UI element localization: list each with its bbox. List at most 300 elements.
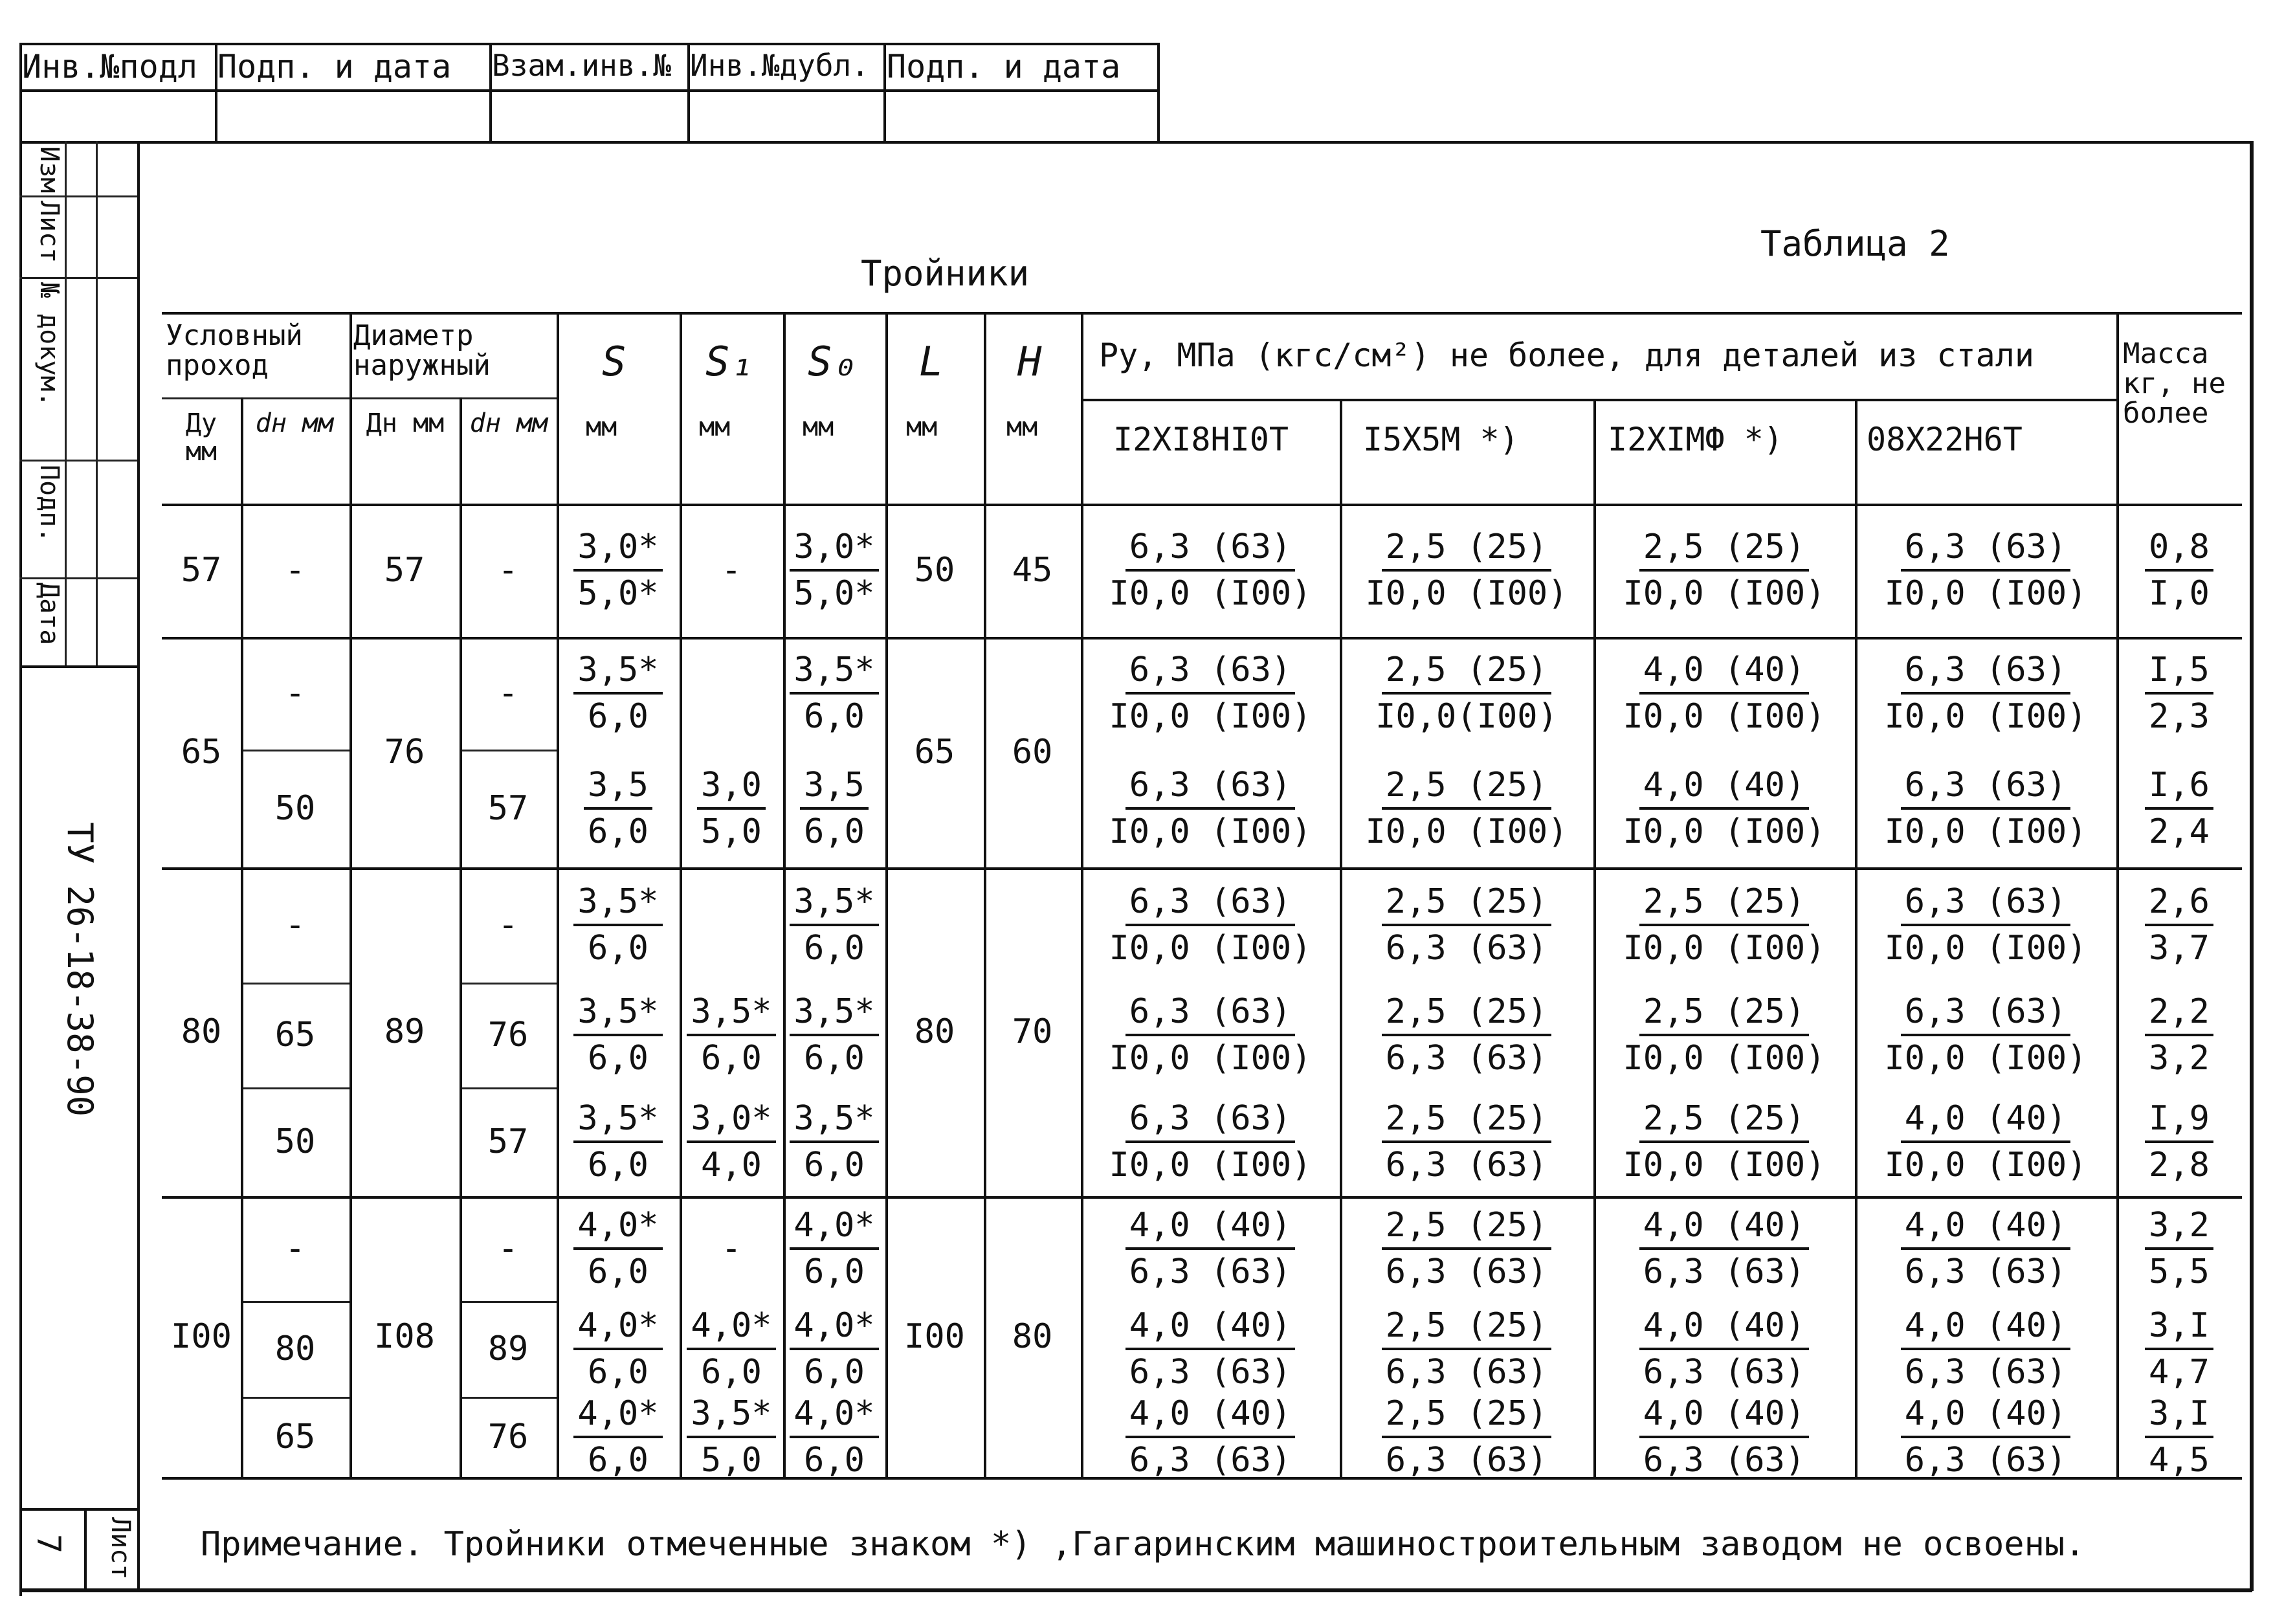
S1-cell-value: - [721, 551, 742, 590]
du-cell [162, 867, 241, 1196]
stamp-inv-podl: Инв.№подл [22, 48, 197, 85]
dn-cell-value: - [285, 551, 305, 590]
m-cell-numerator: 3,2 [2145, 1208, 2213, 1250]
p4-cell-denominator: I0,0 (I00) [1884, 929, 2087, 968]
du-cell-value: 57 [181, 551, 222, 590]
side-label-list: Лист [34, 201, 64, 263]
p3-cell-numerator: 4,0 (40) [1639, 1309, 1809, 1350]
L-cell-value: 65 [914, 733, 955, 772]
p2-cell [1340, 504, 1593, 637]
dn-cell-value: 65 [274, 1418, 316, 1456]
p1-cell-numerator: 4,0 (40) [1125, 1397, 1295, 1438]
L-cell [885, 637, 984, 867]
p2-cell [1340, 637, 1593, 750]
m-cell-numerator: I,9 [2145, 1102, 2213, 1143]
doc-code: ТУ 26-18-38-90 [60, 822, 100, 1117]
m-cell [2116, 1394, 2242, 1480]
S1-cell-numerator: 3,0 [697, 768, 766, 810]
p3-cell-denominator: I0,0 (I00) [1623, 1146, 1826, 1185]
S1-cell [680, 1394, 783, 1480]
p2-cell-denominator: 6,3 (63) [1385, 1441, 1548, 1480]
m-cell [2116, 1301, 2242, 1397]
dn-cell [241, 983, 349, 1087]
p4-cell [1855, 504, 2116, 637]
p2-cell-numerator: 2,5 (25) [1382, 530, 1551, 572]
dn-outer-cell [460, 1301, 557, 1397]
p4-cell-denominator: I0,0 (I00) [1884, 812, 2087, 851]
p1-cell [1081, 637, 1340, 750]
header-outer-diameter: Диаметр наружный [353, 319, 491, 383]
p3-cell-numerator: 2,5 (25) [1639, 885, 1809, 926]
p1-cell-numerator: 6,3 (63) [1125, 995, 1295, 1036]
S-cell [557, 1301, 680, 1397]
p3-cell-numerator: 4,0 (40) [1639, 768, 1809, 810]
S-cell-numerator: 3,0* [573, 530, 662, 572]
side-label-dokum: № докум. [34, 282, 64, 407]
p1-cell [1081, 1196, 1340, 1301]
side-label-podp: Подп. [34, 465, 64, 543]
S1-cell [680, 750, 783, 867]
p4-cell-numerator: 6,3 (63) [1901, 768, 2070, 810]
S0-cell-denominator: 6,0 [804, 1353, 865, 1392]
Dn-cell-value: 89 [384, 1012, 425, 1051]
side-label-izm: Изм [34, 146, 64, 194]
sheet-number: 7 [30, 1534, 67, 1554]
du-cell [162, 1196, 241, 1477]
p2-cell-numerator: 2,5 (25) [1382, 995, 1551, 1036]
S1-cell-denominator: 4,0 [701, 1146, 762, 1185]
S-cell-numerator: 3,5* [573, 885, 662, 926]
p4-cell-denominator: 6,3 (63) [1904, 1252, 2067, 1291]
p1-cell-numerator: 6,3 (63) [1125, 1102, 1295, 1143]
table-note: Примечание. Тройники отмеченные знаком *) ,Гагаринским машиностроительным заводом не освоены. [201, 1525, 2085, 1564]
S1-cell-numerator: 3,5* [687, 995, 775, 1036]
m-cell [2116, 983, 2242, 1087]
m-cell-denominator: 4,7 [2149, 1353, 2210, 1392]
stamp-vzam-inv: Взам.инв.№ [492, 48, 671, 83]
S1-cell [680, 867, 783, 983]
p2-cell [1340, 983, 1593, 1087]
S1-cell [680, 504, 783, 637]
p2-cell-denominator: 6,3 (63) [1385, 1252, 1548, 1291]
m-cell [2116, 637, 2242, 750]
p3-cell [1593, 750, 1855, 867]
du-cell-value: I00 [171, 1317, 232, 1356]
L-cell-value: 50 [914, 551, 955, 590]
S0-cell-numerator: 3,5* [790, 1102, 878, 1143]
p2-cell-numerator: 2,5 (25) [1382, 1397, 1551, 1438]
p4-cell-denominator: I0,0 (I00) [1884, 697, 2087, 736]
S0-cell-denominator: 6,0 [804, 1252, 865, 1291]
header-S1-mm: мм [699, 412, 731, 442]
dn-cell-value: - [285, 1229, 305, 1268]
S0-cell-numerator: 4,0* [790, 1397, 878, 1438]
S0-cell [783, 983, 885, 1087]
m-cell [2116, 750, 2242, 867]
S0-cell-denominator: 5,0* [793, 574, 875, 613]
dn-outer-cell-value: 57 [487, 789, 529, 828]
p1-cell-numerator: 6,3 (63) [1125, 530, 1295, 572]
dn-outer-cell-value: - [498, 551, 518, 590]
header-S0: S₀ [808, 338, 856, 385]
p4-cell [1855, 750, 2116, 867]
S1-cell-denominator: 5,0 [701, 812, 762, 851]
dn-cell-value: 65 [274, 1016, 316, 1054]
p3-cell [1593, 504, 1855, 637]
S0-cell-denominator: 6,0 [804, 697, 865, 736]
du-cell-value: 65 [181, 733, 222, 772]
S-cell [557, 1394, 680, 1480]
S-cell-numerator: 4,0* [573, 1397, 662, 1438]
dn-outer-cell [460, 867, 557, 983]
S0-cell-denominator: 6,0 [804, 1441, 865, 1480]
header-S-mm: мм [586, 412, 617, 442]
p2-cell-denominator: 6,3 (63) [1385, 1353, 1548, 1392]
header-S0-mm: мм [803, 412, 834, 442]
header-nominal-pass: Условный проход [166, 319, 303, 383]
p4-cell [1855, 983, 2116, 1087]
p4-cell-denominator: I0,0 (I00) [1884, 1146, 2087, 1185]
m-cell-denominator: 3,7 [2149, 929, 2210, 968]
S1-cell [680, 1087, 783, 1196]
side-label-data: Дата [34, 583, 64, 645]
p1-cell-denominator: I0,0 (I00) [1109, 574, 1312, 613]
H-cell [984, 637, 1081, 867]
p3-cell-numerator: 4,0 (40) [1639, 653, 1809, 695]
dn-outer-cell-value: - [498, 1229, 518, 1268]
sheet-label: Лист [105, 1517, 135, 1580]
p3-cell [1593, 1087, 1855, 1196]
dn-cell [241, 504, 349, 637]
header-dn-small: dн мм [255, 408, 334, 438]
m-cell-numerator: 3,I [2145, 1309, 2213, 1350]
dn-outer-cell-value: 76 [487, 1016, 529, 1054]
m-cell-numerator: 2,2 [2145, 995, 2213, 1036]
S0-cell-numerator: 3,5* [790, 653, 878, 695]
p3-cell-denominator: 6,3 (63) [1643, 1353, 1806, 1392]
S1-cell-numerator: 4,0* [687, 1309, 775, 1350]
m-cell-numerator: I,6 [2145, 768, 2213, 810]
S-cell-numerator: 4,0* [573, 1309, 662, 1350]
p4-cell [1855, 1394, 2116, 1480]
p3-cell-denominator: I0,0 (I00) [1623, 697, 1826, 736]
dn-cell [241, 1301, 349, 1397]
dn-outer-cell [460, 750, 557, 867]
dn-outer-cell-value: 76 [487, 1418, 529, 1456]
dn-cell [241, 867, 349, 983]
L-cell [885, 1196, 984, 1477]
stamp-podp-data-2: Подп. и дата [887, 48, 1121, 85]
m-cell-denominator: 2,3 [2149, 697, 2210, 736]
p2-cell [1340, 867, 1593, 983]
S-cell-numerator: 4,0* [573, 1208, 662, 1250]
p4-cell-denominator: I0,0 (I00) [1884, 1039, 2087, 1078]
header-H-mm: мм [1006, 412, 1038, 442]
header-H: H [1017, 338, 1042, 385]
header-dn-outer: dн мм [469, 408, 548, 438]
S0-cell [783, 1394, 885, 1480]
S1-cell-numerator: 3,0* [687, 1102, 775, 1143]
S-cell-numerator: 3,5* [573, 1102, 662, 1143]
p1-cell-denominator: 6,3 (63) [1129, 1252, 1292, 1291]
S1-cell [680, 983, 783, 1087]
S-cell-denominator: 6,0 [588, 697, 649, 736]
S-cell-numerator: 3,5* [573, 653, 662, 695]
S-cell-numerator: 3,5 [584, 768, 652, 810]
H-cell-value: 45 [1012, 551, 1053, 590]
S0-cell-denominator: 6,0 [804, 1039, 865, 1078]
Dn-cell-value: 76 [384, 733, 425, 772]
S1-cell-denominator: 6,0 [701, 1353, 762, 1392]
p2-cell [1340, 1087, 1593, 1196]
dn-cell [241, 1196, 349, 1301]
table-caption: Таблица 2 [1760, 223, 1950, 264]
p3-cell-denominator: 6,3 (63) [1643, 1441, 1806, 1480]
S-cell-denominator: 6,0 [588, 1441, 649, 1480]
header-L: L [919, 338, 944, 385]
table-title: Тройники [861, 253, 1030, 294]
S-cell [557, 504, 680, 637]
m-cell [2116, 1087, 2242, 1196]
H-cell-value: 70 [1012, 1012, 1053, 1051]
S-cell [557, 983, 680, 1087]
p2-cell-denominator: 6,3 (63) [1385, 1146, 1548, 1185]
p1-cell-numerator: 4,0 (40) [1125, 1309, 1295, 1350]
p2-cell [1340, 750, 1593, 867]
p1-cell-numerator: 6,3 (63) [1125, 885, 1295, 926]
p2-cell-numerator: 2,5 (25) [1382, 885, 1551, 926]
dn-cell-value: 80 [274, 1329, 316, 1368]
m-cell-numerator: 0,8 [2145, 530, 2213, 572]
S0-cell-numerator: 3,5* [790, 885, 878, 926]
p4-cell-numerator: 6,3 (63) [1901, 530, 2070, 572]
p3-cell-denominator: I0,0 (I00) [1623, 812, 1826, 851]
p4-cell-numerator: 4,0 (40) [1901, 1102, 2070, 1143]
S0-cell-numerator: 4,0* [790, 1208, 878, 1250]
Dn-cell [349, 1196, 460, 1477]
p1-cell [1081, 1394, 1340, 1480]
S1-cell-denominator: 5,0 [701, 1441, 762, 1480]
S-cell-denominator: 6,0 [588, 1353, 649, 1392]
header-L-mm: мм [906, 412, 938, 442]
p1-cell-denominator: I0,0 (I00) [1109, 1039, 1312, 1078]
p1-cell-denominator: I0,0 (I00) [1109, 1146, 1312, 1185]
dn-cell-value: - [285, 906, 305, 944]
dn-outer-cell [460, 983, 557, 1087]
dn-outer-cell-value: - [498, 674, 518, 713]
S-cell-denominator: 5,0* [577, 574, 659, 613]
dn-outer-cell [460, 637, 557, 750]
header-Dn: Дн мм [366, 408, 445, 438]
dn-cell-value: - [285, 674, 305, 713]
du-cell [162, 637, 241, 867]
m-cell-denominator: 4,5 [2149, 1441, 2210, 1480]
S1-cell-numerator: 3,5* [687, 1397, 775, 1438]
m-cell-numerator: 2,6 [2145, 885, 2213, 926]
p2-cell-denominator: 6,3 (63) [1385, 1039, 1548, 1078]
p2-cell [1340, 1196, 1593, 1301]
p3-cell [1593, 983, 1855, 1087]
p4-cell-denominator: I0,0 (I00) [1884, 574, 2087, 613]
S-cell [557, 637, 680, 750]
S-cell-denominator: 6,0 [588, 1252, 649, 1291]
dn-cell [241, 750, 349, 867]
p4-cell-denominator: 6,3 (63) [1904, 1353, 2067, 1392]
header-pressure: Ру, МПа (кгс/см²) не более, для деталей из стали [1099, 337, 2034, 374]
m-cell-numerator: 3,I [2145, 1397, 2213, 1438]
m-cell-denominator: 5,5 [2149, 1252, 2210, 1291]
S-cell [557, 1196, 680, 1301]
m-cell-denominator: I,0 [2149, 574, 2210, 613]
p2-cell-denominator: I0,0(I00) [1375, 697, 1558, 736]
S0-cell-numerator: 3,5* [790, 995, 878, 1036]
p1-cell [1081, 750, 1340, 867]
S0-cell [783, 1301, 885, 1397]
p3-cell-numerator: 2,5 (25) [1639, 995, 1809, 1036]
p2-cell-numerator: 2,5 (25) [1382, 1102, 1551, 1143]
S-cell [557, 750, 680, 867]
p3-cell [1593, 1301, 1855, 1397]
stamp-inv-dubl: Инв.№дубл. [690, 48, 869, 83]
S0-cell [783, 504, 885, 637]
m-cell-denominator: 2,8 [2149, 1146, 2210, 1185]
dn-cell [241, 1087, 349, 1196]
S0-cell-numerator: 3,0* [790, 530, 878, 572]
p4-cell-numerator: 4,0 (40) [1901, 1309, 2070, 1350]
header-du: Ду мм [185, 408, 217, 467]
p2-cell-numerator: 2,5 (25) [1382, 1208, 1551, 1250]
p2-cell [1340, 1394, 1593, 1480]
S-cell-denominator: 6,0 [588, 929, 649, 968]
dn-outer-cell [460, 1196, 557, 1301]
p3-cell-numerator: 2,5 (25) [1639, 530, 1809, 572]
dn-outer-cell-value: 89 [487, 1329, 529, 1368]
p1-cell-denominator: I0,0 (I00) [1109, 812, 1312, 851]
S-cell [557, 867, 680, 983]
p4-cell [1855, 1087, 2116, 1196]
header-S: S [602, 338, 626, 385]
dn-outer-cell-value: 57 [487, 1122, 529, 1161]
p1-cell [1081, 1087, 1340, 1196]
m-cell-numerator: I,5 [2145, 653, 2213, 695]
Dn-cell [349, 867, 460, 1196]
p4-cell-numerator: 6,3 (63) [1901, 885, 2070, 926]
p1-cell [1081, 1301, 1340, 1397]
p4-cell [1855, 637, 2116, 750]
p2-cell-denominator: I0,0 (I00) [1365, 812, 1568, 851]
m-cell [2116, 867, 2242, 983]
p3-cell [1593, 637, 1855, 750]
dn-cell-value: 50 [274, 1122, 316, 1161]
dn-outer-cell [460, 1087, 557, 1196]
p3-cell-numerator: 4,0 (40) [1639, 1208, 1809, 1250]
header-steel-2: I5X5M *) [1363, 421, 1519, 458]
p4-cell-denominator: 6,3 (63) [1904, 1441, 2067, 1480]
p2-cell-numerator: 2,5 (25) [1382, 768, 1551, 810]
dn-outer-cell-value: - [498, 906, 518, 944]
p2-cell-numerator: 2,5 (25) [1382, 1309, 1551, 1350]
S0-cell-denominator: 6,0 [804, 812, 865, 851]
H-cell-value: 60 [1012, 733, 1053, 772]
p3-cell [1593, 867, 1855, 983]
p2-cell-denominator: 6,3 (63) [1385, 929, 1548, 968]
dn-cell [241, 637, 349, 750]
S1-cell [680, 1301, 783, 1397]
p4-cell-numerator: 4,0 (40) [1901, 1397, 2070, 1438]
p1-cell-numerator: 6,3 (63) [1125, 768, 1295, 810]
S0-cell [783, 1196, 885, 1301]
p1-cell-denominator: 6,3 (63) [1129, 1441, 1292, 1480]
dn-outer-cell [460, 504, 557, 637]
p3-cell-denominator: I0,0 (I00) [1623, 929, 1826, 968]
S0-cell [783, 750, 885, 867]
S0-cell-numerator: 4,0* [790, 1309, 878, 1350]
H-cell [984, 867, 1081, 1196]
L-cell-value: I00 [904, 1317, 965, 1356]
p3-cell-denominator: I0,0 (I00) [1623, 1039, 1826, 1078]
H-cell-value: 80 [1012, 1317, 1053, 1356]
p3-cell [1593, 1394, 1855, 1480]
p4-cell-numerator: 6,3 (63) [1901, 653, 2070, 695]
Dn-cell [349, 637, 460, 867]
Dn-cell-value: I08 [374, 1317, 435, 1356]
p1-cell [1081, 983, 1340, 1087]
Dn-cell [349, 504, 460, 637]
S-cell [557, 1087, 680, 1196]
S-cell-denominator: 6,0 [588, 1039, 649, 1078]
S0-cell [783, 867, 885, 983]
dn-cell-value: 50 [274, 789, 316, 828]
p4-cell [1855, 867, 2116, 983]
p2-cell-denominator: I0,0 (I00) [1365, 574, 1568, 613]
p4-cell-numerator: 6,3 (63) [1901, 995, 2070, 1036]
L-cell-value: 80 [914, 1012, 955, 1051]
H-cell [984, 504, 1081, 637]
S0-cell-numerator: 3,5 [800, 768, 869, 810]
header-mass: Масса кг, не более [2123, 337, 2226, 430]
S1-cell [680, 1196, 783, 1301]
p1-cell-denominator: I0,0 (I00) [1109, 929, 1312, 968]
p4-cell [1855, 1301, 2116, 1397]
dn-cell [241, 1397, 349, 1477]
du-cell [162, 504, 241, 637]
p4-cell-numerator: 4,0 (40) [1901, 1208, 2070, 1250]
L-cell [885, 867, 984, 1196]
p2-cell [1340, 1301, 1593, 1397]
p1-cell-denominator: 6,3 (63) [1129, 1353, 1292, 1392]
dn-outer-cell [460, 1397, 557, 1477]
S-cell-numerator: 3,5* [573, 995, 662, 1036]
p2-cell-numerator: 2,5 (25) [1382, 653, 1551, 695]
header-steel-3: I2XIMФ *) [1608, 421, 1783, 458]
m-cell [2116, 1196, 2242, 1301]
header-steel-4: 08X22H6T [1867, 421, 2023, 458]
stamp-podp-data-1: Подп. и дата [217, 48, 452, 85]
p1-cell-denominator: I0,0 (I00) [1109, 697, 1312, 736]
S-cell-denominator: 6,0 [588, 812, 649, 851]
p1-cell [1081, 867, 1340, 983]
S0-cell [783, 637, 885, 750]
L-cell [885, 504, 984, 637]
m-cell-denominator: 3,2 [2149, 1039, 2210, 1078]
p3-cell-numerator: 4,0 (40) [1639, 1397, 1809, 1438]
S1-cell [680, 637, 783, 750]
p4-cell [1855, 1196, 2116, 1301]
p1-cell-numerator: 4,0 (40) [1125, 1208, 1295, 1250]
S1-cell-value: - [721, 1229, 742, 1268]
m-cell [2116, 504, 2242, 637]
S0-cell [783, 1087, 885, 1196]
